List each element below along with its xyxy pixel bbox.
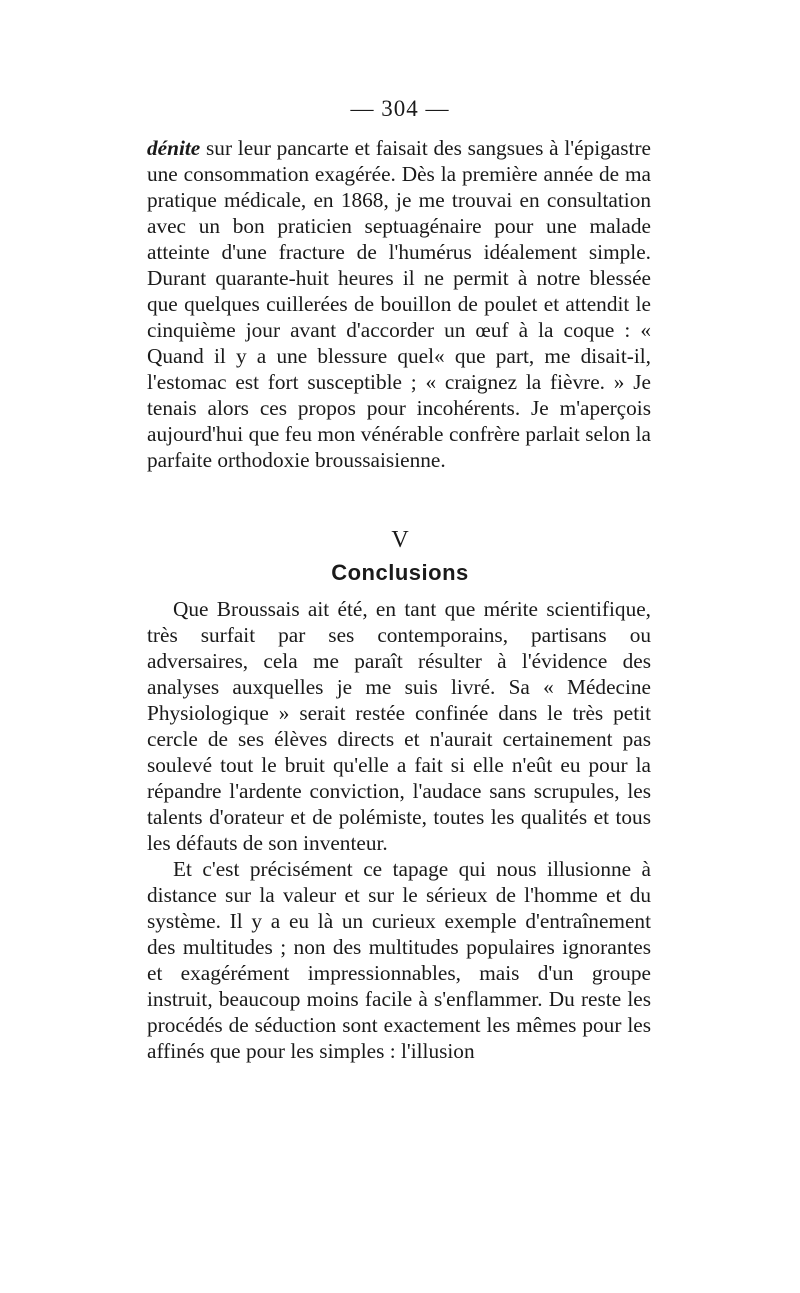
paragraph-text: sur leur pancarte et faisait des sangsues à l'épigastre une consommation exagérée. Dès la première année de ma pratique médicale, en 1868, je me trouvai en consultation avec un bon praticien septuagénaire pour une malade atteinte d'une fracture de l'humérus idéalement simple. Durant quarante-huit heures il ne permit à notre blessée que quelques cuillerées de bouillon de poulet et attendit le cinquième jour avant d'accorder un œuf à la coque : « Quand il y a une blessure quel« que part, me disait-il, l'estomac est fort susceptible ; « craignez la fièvre. » Je tenais alors ces propos pour incohérents. Je m'aperçois aujourd'hui que feu mon vénérable confrère parlait selon la parfaite orthodoxie broussaisienne.: [147, 136, 651, 472]
page-number: — 304 —: [350, 96, 450, 121]
italic-word: dénite: [147, 136, 201, 160]
paragraph: Et c'est précisément ce tapage qui nous illusionne à distance sur la valeur et sur le sérieux de l'homme et du système. Il y a eu là un curieux exemple d'entraînement des multitudes ; non des multitudes populaires ignorantes et exagérément impressionnables, mais d'un groupe instruit, beaucoup moins facile à s'enflammer. Du reste les procédés de séduction sont exactement les mêmes pour les affinés que pour les simples : l'illusion: [147, 857, 651, 1063]
section-number: V: [391, 527, 409, 553]
text-block-conclusions: [147, 596, 651, 1064]
paragraph: Que Broussais ait été, en tant que mérite scientifique, très surfait par ses contemporains, partisans ou adversaires, cela me paraît résulter à l'évidence des analyses auxquelles je me suis livré. Sa « Médecine Physiologique » serait restée confinée dans le très petit cercle de ses élèves directs et n'aurait certainement pas soulevé tout le bruit qu'elle a fait si elle n'eût eu pour la répandre l'ardente conviction, l'audace sans scrupules, les talents d'orateur et de polémiste, toutes les qualités et tous les défauts de son inventeur.: [147, 597, 651, 855]
text-block-top: [147, 135, 651, 473]
section-title: Conclusions: [331, 560, 469, 585]
paragraph-continuation: [147, 135, 651, 473]
